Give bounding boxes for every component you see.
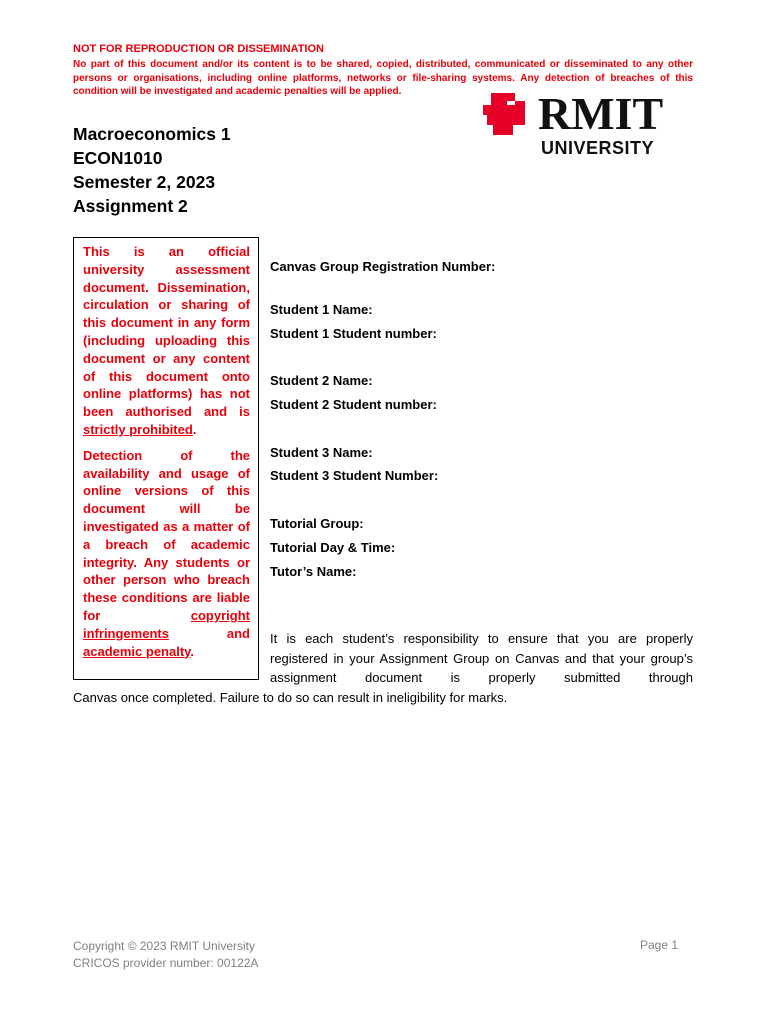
logo-wordmark: RMIT — [538, 88, 664, 139]
tutor-name-label: Tutor’s Name: — [270, 564, 357, 579]
assignment-title: Assignment 2 — [73, 196, 188, 216]
copyright-text: Copyright © 2023 RMIT University — [73, 939, 256, 953]
rmit-pixel-icon — [483, 93, 535, 137]
cricos-text: CRICOS provider number: 00122A — [73, 956, 259, 970]
canvas-group-label: Canvas Group Registration Number: — [270, 259, 496, 274]
warning-line-3: condition will be investigated and academic penalties will be applied. — [73, 86, 402, 97]
logo-subtitle: UNIVERSITY — [541, 138, 655, 158]
integrity-notice-box — [73, 237, 259, 680]
academic-penalty-link: academic penalty — [83, 643, 191, 659]
course-code: ECON1010 — [73, 148, 163, 168]
responsibility-last-line: Canvas once completed. Failure to do so can result in ineligibility for marks. — [73, 690, 508, 705]
student-2-name-label: Student 2 Name: — [270, 373, 373, 388]
warning-title: NOT FOR REPRODUCTION OR DISSEMINATION — [73, 43, 324, 55]
warning-line-2: persons or organisations, including online platforms, networks or file-sharing systems. Any detection of breaches of this — [73, 72, 693, 84]
strictly-prohibited-link: strictly prohibited — [83, 421, 193, 437]
student-1-name-label: Student 1 Name: — [270, 302, 373, 317]
page-number: Page 1 — [640, 938, 679, 952]
semester: Semester 2, 2023 — [73, 172, 216, 192]
responsibility-paragraph: It is each student’s responsibility to ensure that you are properly registered in your Assignment Group on Canvas and that your group’s assignment document is properly submitted through — [270, 631, 693, 685]
warning-line-1: No part of this document and/or its content is to be shared, copied, distributed, communicated or disseminated to any other — [73, 59, 693, 70]
course-name: Macroeconomics 1 — [73, 124, 231, 144]
tutorial-group-label: Tutorial Group: — [270, 516, 364, 531]
student-3-number-label: Student 3 Student Number: — [270, 468, 439, 483]
footer-left — [73, 938, 258, 972]
notice-paragraph-1: This is an official university assessment document. Dissemination, circulation or sharing of this document in any form (including uploading this document or any content of this document onto online platforms) has not been authorised and is strictly prohibited. — [83, 244, 250, 437]
notice-paragraph-2: Detection of the availability and usage of online versions of this document will be investigated as a matter of a breach of academic integrity. Any students or other person who breach these conditions are liable for copyright infringements and academic penalty. — [83, 447, 250, 659]
tutorial-day-label: Tutorial Day & Time: — [270, 540, 396, 555]
copyright-infringements-link: copyright infringements — [83, 607, 250, 641]
title-block — [73, 122, 231, 218]
student-1-number-label: Student 1 Student number: — [270, 326, 437, 341]
student-3-name-label: Student 3 Name: — [270, 445, 373, 460]
student-2-number-label: Student 2 Student number: — [270, 397, 437, 412]
